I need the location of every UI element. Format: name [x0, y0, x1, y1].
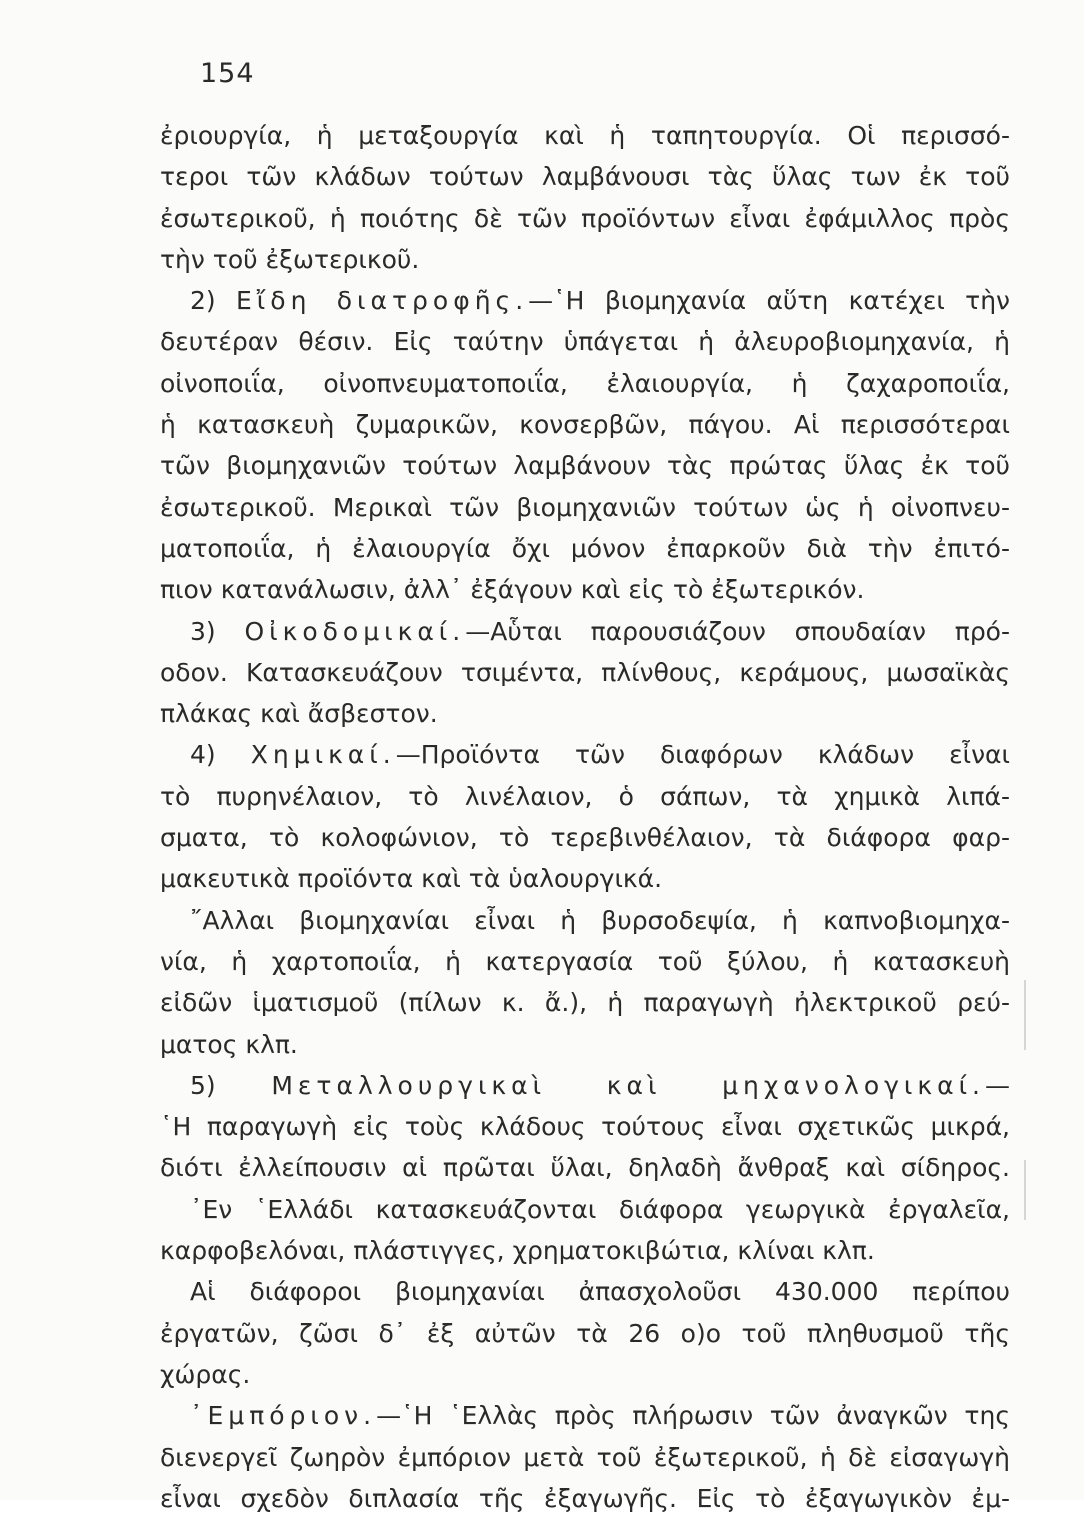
section-2-heading-line: [160, 280, 1010, 321]
page-number: 154: [200, 58, 255, 89]
text-line: εἰδῶν ἱματισμοῦ (πίλων κ. ἄ.), ἡ παραγωγὴ ἠλεκτρικοῦ ρεύ-: [160, 988, 1010, 1018]
section-title: Οἰκοδομικαί.: [244, 616, 466, 646]
section-title: Χημικαί.: [250, 740, 396, 770]
section-4-heading-line: [160, 734, 1010, 775]
text-line: πλάκας καὶ ἄσβεστον.: [160, 699, 438, 729]
text-line: ἐσωτερικοῦ. Μερικαὶ τῶν βιομηχανιῶν τούτων ὡς ἡ οἰνοπνευ-: [160, 492, 1010, 522]
text-line: ἐσωτερικοῦ, ἡ ποιότης δὲ τῶν προϊόντων εἶναι ἐφάμιλλος πρὸς: [160, 203, 1010, 233]
scan-edge-mark: [1024, 1160, 1026, 1220]
section-text: —῾Η βιομηχανία αὕτη κατέχει τὴν: [528, 286, 1011, 316]
section-text: —῾Η ῾Ελλὰς πρὸς πλήρωσιν τῶν ἀναγκῶν της: [376, 1401, 1010, 1431]
section-number: 2): [190, 286, 237, 316]
text-line: μακευτικὰ προϊόντα καὶ τὰ ὑαλουργικά.: [160, 864, 663, 894]
text-line: ἐριουργία, ἡ μεταξουργία καὶ ἡ ταπητουργία. Οἱ περισσό-: [160, 121, 1010, 150]
text-line: Αἱ διάφοροι βιομηχανίαι ἀπασχολοῦσι 430.000 περίπου: [190, 1277, 1010, 1307]
text-line: οἰνοποιΐα, οἰνοπνευματοποιΐα, ἐλαιουργία, ἡ ζαχαροποιΐα,: [160, 368, 1010, 398]
text-line: ῎Αλλαι βιομηχανίαι εἶναι ἡ βυρσοδεψία, ἡ καπνοβιομηχα-: [190, 905, 1010, 935]
text-line: χώρας.: [160, 1359, 251, 1389]
section-title: Εἴδη διατροφῆς.: [236, 286, 529, 316]
text-line: τῶν βιομηχανιῶν τούτων λαμβάνουν τὰς πρώτας ὕλας ἐκ τοῦ: [160, 451, 1010, 481]
page-body-text: [160, 115, 1010, 1519]
section-title: ᾿Εμπόριον.: [190, 1401, 377, 1431]
text-line: διενεργεῖ ζωηρὸν ἐμπόριον μετὰ τοῦ ἐξωτερικοῦ, ἡ δὲ εἰσαγωγὴ: [160, 1442, 1010, 1472]
text-line: ῾Η παραγωγὴ εἰς τοὺς κλάδους τούτους εἶναι σχετικῶς μικρά,: [160, 1112, 1010, 1142]
text-line: σματα, τὸ κολοφώνιον, τὸ τερεβινθέλαιον, τὰ διάφορα φαρ-: [160, 823, 1010, 853]
section-number: 3): [190, 616, 245, 646]
text-line: ἡ κατασκευὴ ζυμαρικῶν, κονσερβῶν, πάγου. Αἱ περισσότεραι: [160, 410, 1010, 440]
scan-edge-mark: [1024, 980, 1026, 1050]
text-line: ματοποιΐα, ἡ ἐλαιουργία ὄχι μόνον ἐπαρκοῦν διὰ τὴν ἐπιτό-: [160, 533, 1010, 563]
text-line: οδον. Κατασκευάζουν τσιμέντα, πλίνθους, κεράμους, μωσαϊκὰς: [160, 657, 1010, 687]
text-line: ἐργατῶν, ζῶσι δ᾽ ἐξ αὐτῶν τὰ 26 ο)ο τοῦ πληθυσμοῦ τῆς: [160, 1318, 1010, 1348]
text-line: εἶναι σχεδὸν διπλασία τῆς ἐξαγωγῆς. Εἰς τὸ ἐξαγωγικὸν ἐμ-: [160, 1483, 1010, 1513]
text-line: ματος κλπ.: [160, 1029, 298, 1059]
section-5-heading-line: [160, 1065, 1010, 1106]
text-line: τὴν τοῦ ἐξωτερικοῦ.: [160, 244, 420, 274]
section-3-heading-line: [160, 611, 1010, 652]
section-text: —Προϊόντα τῶν διαφόρων κλάδων εἶναι: [395, 740, 1011, 770]
section-number: 4): [190, 740, 251, 770]
text-line: πιον κατανάλωσιν, ἀλλ᾽ ἐξάγουν καὶ εἰς τὸ ἐξωτερικόν.: [160, 575, 865, 605]
text-line: ᾿Εν ῾Ελλάδι κατασκευάζονται διάφορα γεωργικὰ ἐργαλεῖα,: [190, 1194, 1010, 1224]
text-line: διότι ἐλλείπουσιν αἱ πρῶται ὕλαι, δηλαδὴ ἄνθραξ καὶ σίδηρος.: [160, 1153, 1010, 1183]
text-line: δευτέραν θέσιν. Εἰς ταύτην ὑπάγεται ἡ ἀλευροβιομηχανία, ἡ: [160, 327, 1010, 357]
text-line: καρφοβελόναι, πλάστιγγες, χρηματοκιβώτια, κλίναι κλπ.: [160, 1236, 875, 1266]
section-text: —: [985, 1070, 1010, 1100]
section-number: 5): [190, 1070, 272, 1100]
section-title: Μεταλλουργικαὶ καὶ μηχανολογικαί.: [271, 1070, 985, 1100]
text-line: τὸ πυρηνέλαιον, τὸ λινέλαιον, ὁ σάπων, τὰ χημικὰ λιπά-: [160, 781, 1010, 811]
text-line: νία, ἡ χαρτοποιΐα, ἡ κατεργασία τοῦ ξύλου, ἡ κατασκευὴ: [160, 946, 1010, 976]
section-text: —Αὗται παρουσιάζουν σπουδαίαν πρό-: [465, 616, 1011, 646]
text-line: τεροι τῶν κλάδων τούτων λαμβάνουσι τὰς ὕλας των ἐκ τοῦ: [160, 162, 1010, 192]
commerce-heading-line: [160, 1395, 1010, 1436]
